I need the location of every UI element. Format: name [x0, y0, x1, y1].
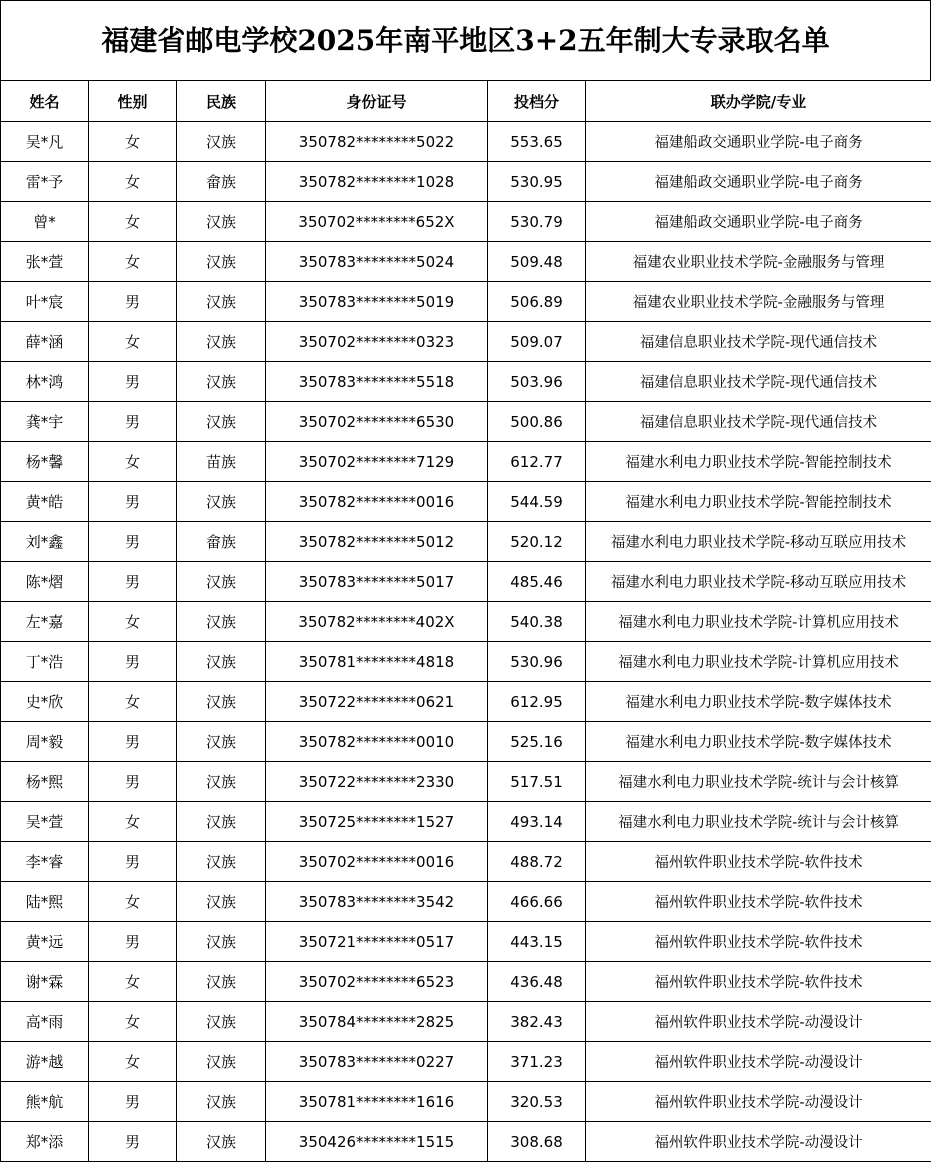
cell-score: 520.12: [488, 522, 586, 562]
cell-gender: 男: [89, 402, 177, 442]
cell-school: 福建农业职业技术学院-金融服务与管理: [586, 282, 931, 322]
cell-id-number: 350722********2330: [266, 762, 488, 802]
cell-id-number: 350426********1515: [266, 1122, 488, 1162]
cell-score: 503.96: [488, 362, 586, 402]
cell-name: 刘*鑫: [1, 522, 89, 562]
cell-name: 龚*宇: [1, 402, 89, 442]
cell-school: 福州软件职业技术学院-软件技术: [586, 922, 931, 962]
cell-school: 福州软件职业技术学院-软件技术: [586, 962, 931, 1002]
cell-ethnicity: 汉族: [177, 402, 266, 442]
cell-name: 郑*添: [1, 1122, 89, 1162]
cell-name: 张*萱: [1, 242, 89, 282]
column-header-school: 联办学院/专业: [586, 81, 931, 122]
cell-gender: 女: [89, 322, 177, 362]
cell-school: 福建水利电力职业技术学院-统计与会计核算: [586, 762, 931, 802]
cell-school: 福建水利电力职业技术学院-数字媒体技术: [586, 682, 931, 722]
cell-ethnicity: 汉族: [177, 882, 266, 922]
cell-school: 福州软件职业技术学院-动漫设计: [586, 1002, 931, 1042]
cell-name: 陆*熙: [1, 882, 89, 922]
cell-gender: 女: [89, 682, 177, 722]
cell-score: 517.51: [488, 762, 586, 802]
cell-id-number: 350721********0517: [266, 922, 488, 962]
cell-name: 熊*航: [1, 1082, 89, 1122]
cell-school: 福建水利电力职业技术学院-智能控制技术: [586, 482, 931, 522]
table-row: [1, 162, 931, 202]
cell-school: 福州软件职业技术学院-动漫设计: [586, 1122, 931, 1162]
cell-score: 488.72: [488, 842, 586, 882]
cell-name: 谢*霖: [1, 962, 89, 1002]
cell-school: 福州软件职业技术学院-动漫设计: [586, 1042, 931, 1082]
cell-gender: 男: [89, 362, 177, 402]
cell-school: 福建船政交通职业学院-电子商务: [586, 202, 931, 242]
cell-ethnicity: 汉族: [177, 642, 266, 682]
table-row: [1, 442, 931, 482]
table-row: [1, 402, 931, 442]
cell-id-number: 350782********5012: [266, 522, 488, 562]
cell-gender: 女: [89, 242, 177, 282]
table-row: [1, 962, 931, 1002]
cell-id-number: 350782********0016: [266, 482, 488, 522]
table-row: [1, 562, 931, 602]
cell-score: 320.53: [488, 1082, 586, 1122]
cell-name: 李*睿: [1, 842, 89, 882]
cell-name: 游*越: [1, 1042, 89, 1082]
cell-gender: 男: [89, 282, 177, 322]
column-header-ethnicity: 民族: [177, 81, 266, 122]
cell-school: 福建水利电力职业技术学院-智能控制技术: [586, 442, 931, 482]
cell-id-number: 350702********0323: [266, 322, 488, 362]
cell-score: 500.86: [488, 402, 586, 442]
cell-ethnicity: 畲族: [177, 522, 266, 562]
cell-ethnicity: 汉族: [177, 282, 266, 322]
table-row: [1, 642, 931, 682]
cell-score: 308.68: [488, 1122, 586, 1162]
cell-score: 436.48: [488, 962, 586, 1002]
cell-id-number: 350783********5017: [266, 562, 488, 602]
cell-ethnicity: 汉族: [177, 122, 266, 162]
cell-gender: 女: [89, 442, 177, 482]
cell-name: 高*雨: [1, 1002, 89, 1042]
cell-name: 叶*宸: [1, 282, 89, 322]
cell-id-number: 350702********652X: [266, 202, 488, 242]
table-row: [1, 242, 931, 282]
cell-id-number: 350783********5518: [266, 362, 488, 402]
cell-ethnicity: 汉族: [177, 802, 266, 842]
table-row: [1, 722, 931, 762]
cell-id-number: 350702********6523: [266, 962, 488, 1002]
column-header-name: 姓名: [1, 81, 89, 122]
cell-school: 福建水利电力职业技术学院-移动互联应用技术: [586, 522, 931, 562]
cell-name: 薛*涵: [1, 322, 89, 362]
cell-gender: 男: [89, 722, 177, 762]
cell-score: 509.48: [488, 242, 586, 282]
cell-id-number: 350783********3542: [266, 882, 488, 922]
cell-ethnicity: 汉族: [177, 922, 266, 962]
cell-score: 544.59: [488, 482, 586, 522]
cell-ethnicity: 汉族: [177, 1082, 266, 1122]
cell-name: 黄*皓: [1, 482, 89, 522]
cell-school: 福建水利电力职业技术学院-统计与会计核算: [586, 802, 931, 842]
table-row: [1, 1082, 931, 1122]
table-row: [1, 1042, 931, 1082]
cell-gender: 男: [89, 922, 177, 962]
cell-score: 612.77: [488, 442, 586, 482]
cell-ethnicity: 汉族: [177, 322, 266, 362]
table-row: [1, 602, 931, 642]
table-row: [1, 842, 931, 882]
table-row: [1, 122, 931, 162]
cell-school: 福建船政交通职业学院-电子商务: [586, 162, 931, 202]
cell-name: 吴*萱: [1, 802, 89, 842]
cell-name: 丁*浩: [1, 642, 89, 682]
cell-gender: 男: [89, 562, 177, 602]
cell-id-number: 350782********0010: [266, 722, 488, 762]
cell-ethnicity: 畲族: [177, 162, 266, 202]
cell-school: 福建农业职业技术学院-金融服务与管理: [586, 242, 931, 282]
cell-id-number: 350782********402X: [266, 602, 488, 642]
cell-name: 黄*远: [1, 922, 89, 962]
cell-school: 福建水利电力职业技术学院-计算机应用技术: [586, 642, 931, 682]
cell-score: 466.66: [488, 882, 586, 922]
cell-ethnicity: 汉族: [177, 682, 266, 722]
cell-ethnicity: 汉族: [177, 1122, 266, 1162]
cell-school: 福州软件职业技术学院-软件技术: [586, 842, 931, 882]
cell-ethnicity: 汉族: [177, 202, 266, 242]
cell-score: 612.95: [488, 682, 586, 722]
cell-gender: 女: [89, 962, 177, 1002]
table-row: [1, 802, 931, 842]
cell-id-number: 350782********5022: [266, 122, 488, 162]
cell-score: 530.79: [488, 202, 586, 242]
cell-score: 530.95: [488, 162, 586, 202]
cell-name: 周*毅: [1, 722, 89, 762]
cell-score: 530.96: [488, 642, 586, 682]
table-row: [1, 322, 931, 362]
cell-score: 525.16: [488, 722, 586, 762]
cell-id-number: 350725********1527: [266, 802, 488, 842]
cell-id-number: 350783********5019: [266, 282, 488, 322]
column-header-gender: 性别: [89, 81, 177, 122]
cell-id-number: 350781********1616: [266, 1082, 488, 1122]
cell-gender: 女: [89, 202, 177, 242]
cell-ethnicity: 汉族: [177, 1002, 266, 1042]
cell-ethnicity: 汉族: [177, 842, 266, 882]
cell-score: 382.43: [488, 1002, 586, 1042]
table-row: [1, 282, 931, 322]
cell-school: 福建信息职业技术学院-现代通信技术: [586, 362, 931, 402]
column-header-score: 投档分: [488, 81, 586, 122]
cell-gender: 女: [89, 802, 177, 842]
cell-school: 福建水利电力职业技术学院-移动互联应用技术: [586, 562, 931, 602]
table-row: [1, 202, 931, 242]
column-header-id-number: 身份证号: [266, 81, 488, 122]
table-row: [1, 682, 931, 722]
cell-gender: 女: [89, 602, 177, 642]
cell-ethnicity: 汉族: [177, 602, 266, 642]
cell-ethnicity: 汉族: [177, 762, 266, 802]
cell-school: 福建水利电力职业技术学院-数字媒体技术: [586, 722, 931, 762]
cell-id-number: 350784********2825: [266, 1002, 488, 1042]
cell-ethnicity: 苗族: [177, 442, 266, 482]
cell-score: 493.14: [488, 802, 586, 842]
cell-ethnicity: 汉族: [177, 722, 266, 762]
cell-gender: 女: [89, 882, 177, 922]
cell-name: 陈*熠: [1, 562, 89, 602]
cell-name: 杨*熙: [1, 762, 89, 802]
cell-gender: 男: [89, 482, 177, 522]
cell-id-number: 350782********1028: [266, 162, 488, 202]
cell-id-number: 350702********6530: [266, 402, 488, 442]
cell-gender: 男: [89, 642, 177, 682]
cell-gender: 男: [89, 1082, 177, 1122]
table-row: [1, 922, 931, 962]
table-row: [1, 1002, 931, 1042]
cell-ethnicity: 汉族: [177, 962, 266, 1002]
cell-school: 福建信息职业技术学院-现代通信技术: [586, 402, 931, 442]
cell-school: 福建水利电力职业技术学院-计算机应用技术: [586, 602, 931, 642]
table-header-row: [1, 81, 931, 122]
cell-school: 福州软件职业技术学院-动漫设计: [586, 1082, 931, 1122]
cell-school: 福州软件职业技术学院-软件技术: [586, 882, 931, 922]
cell-gender: 女: [89, 1042, 177, 1082]
cell-ethnicity: 汉族: [177, 562, 266, 602]
cell-school: 福建船政交通职业学院-电子商务: [586, 122, 931, 162]
cell-name: 史*欣: [1, 682, 89, 722]
cell-ethnicity: 汉族: [177, 242, 266, 282]
table-row: [1, 882, 931, 922]
cell-score: 485.46: [488, 562, 586, 602]
cell-id-number: 350722********0621: [266, 682, 488, 722]
cell-score: 540.38: [488, 602, 586, 642]
cell-id-number: 350781********4818: [266, 642, 488, 682]
table-row: [1, 362, 931, 402]
cell-id-number: 350783********5024: [266, 242, 488, 282]
cell-name: 曾*: [1, 202, 89, 242]
table-row: [1, 1122, 931, 1162]
cell-name: 左*嘉: [1, 602, 89, 642]
cell-score: 371.23: [488, 1042, 586, 1082]
cell-name: 雷*予: [1, 162, 89, 202]
cell-score: 443.15: [488, 922, 586, 962]
cell-id-number: 350702********0016: [266, 842, 488, 882]
cell-school: 福建信息职业技术学院-现代通信技术: [586, 322, 931, 362]
cell-gender: 女: [89, 162, 177, 202]
cell-gender: 男: [89, 522, 177, 562]
cell-name: 吴*凡: [1, 122, 89, 162]
cell-id-number: 350702********7129: [266, 442, 488, 482]
cell-gender: 男: [89, 842, 177, 882]
cell-gender: 女: [89, 1002, 177, 1042]
table-row: [1, 482, 931, 522]
cell-score: 553.65: [488, 122, 586, 162]
admission-table: [0, 80, 931, 1162]
cell-score: 506.89: [488, 282, 586, 322]
cell-gender: 男: [89, 762, 177, 802]
cell-ethnicity: 汉族: [177, 1042, 266, 1082]
cell-gender: 女: [89, 122, 177, 162]
cell-ethnicity: 汉族: [177, 362, 266, 402]
cell-name: 林*鸿: [1, 362, 89, 402]
table-row: [1, 762, 931, 802]
cell-gender: 男: [89, 1122, 177, 1162]
cell-score: 509.07: [488, 322, 586, 362]
page-title: 福建省邮电学校2025年南平地区3+2五年制大专录取名单: [0, 0, 931, 80]
table-body: [1, 122, 931, 1162]
table-row: [1, 522, 931, 562]
cell-name: 杨*馨: [1, 442, 89, 482]
cell-ethnicity: 汉族: [177, 482, 266, 522]
cell-id-number: 350783********0227: [266, 1042, 488, 1082]
